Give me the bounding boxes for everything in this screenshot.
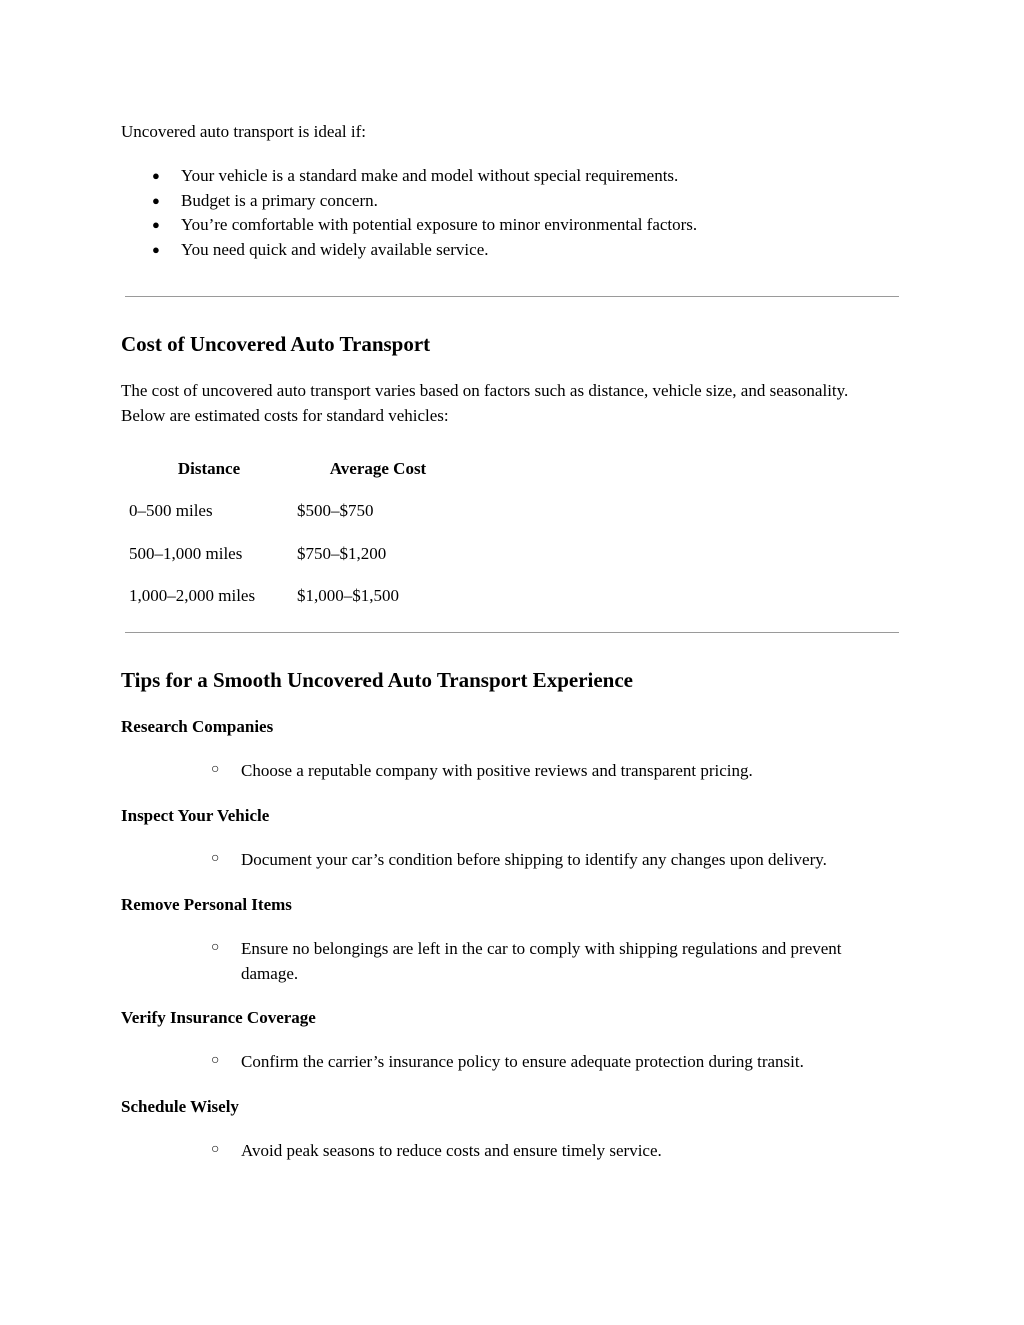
distance-cell: 500–1,000 miles <box>129 543 243 563</box>
list-item-text: Your vehicle is a standard make and model without special requirements. <box>181 166 679 185</box>
list-item <box>121 1050 901 1075</box>
tip-title-research-companies: Research Companies <box>121 717 274 736</box>
horizontal-divider <box>125 296 899 297</box>
list-item <box>121 239 697 264</box>
table-row <box>121 575 443 618</box>
circle-bullet-icon: ○ <box>211 1142 220 1157</box>
tip-title-verify-insurance: Verify Insurance Coverage <box>121 1008 316 1027</box>
cost-section-paragraph: The cost of uncovered auto transport varies based on factors such as distance, vehicle size, and seasonality. Below are estimated costs for standard vehicles: <box>121 381 849 425</box>
bullet-icon: ● <box>152 168 160 183</box>
tip-text: Ensure no belongings are left in the car to comply with shipping regulations and prevent damage. <box>241 939 842 983</box>
table-header-row <box>121 448 443 490</box>
tip-title-remove-personal-items: Remove Personal Items <box>121 895 292 914</box>
column-header-average-cost: Average Cost <box>329 459 427 478</box>
circle-bullet-icon: ○ <box>211 762 220 777</box>
ideal-conditions-list <box>121 165 697 263</box>
tip-text: Avoid peak seasons to reduce costs and ensure timely service. <box>241 1141 662 1160</box>
list-item-text: You’re comfortable with potential exposure to minor environmental factors. <box>181 215 698 234</box>
bullet-icon: ● <box>152 192 160 208</box>
distance-cell: 0–500 miles <box>129 501 213 521</box>
intro-paragraph: Uncovered auto transport is ideal if: <box>121 122 367 141</box>
cost-cell: $750–$1,200 <box>297 543 387 563</box>
list-item <box>121 937 901 986</box>
horizontal-divider <box>125 632 899 633</box>
tips-section-heading: Tips for a Smooth Uncovered Auto Transport Experience <box>121 668 633 692</box>
table-row <box>121 533 443 576</box>
tip-list <box>121 1139 901 1164</box>
tip-list <box>121 759 901 784</box>
circle-bullet-icon: ○ <box>211 851 220 866</box>
cost-cell: $500–$750 <box>297 501 374 521</box>
bullet-icon: ● <box>152 241 160 257</box>
table-row <box>121 490 443 533</box>
list-item <box>121 1139 901 1164</box>
tip-text: Choose a reputable company with positive reviews and transparent pricing. <box>241 761 753 780</box>
list-item <box>121 848 901 873</box>
distance-cell: 1,000–2,000 miles <box>129 586 256 606</box>
list-item <box>121 759 901 784</box>
list-item-text: Budget is a primary concern. <box>181 190 378 210</box>
cost-section-heading: Cost of Uncovered Auto Transport <box>121 332 431 356</box>
tip-text: Confirm the carrier’s insurance policy to ensure adequate protection during transit. <box>241 1052 804 1071</box>
circle-bullet-icon: ○ <box>211 1053 220 1068</box>
bullet-icon: ● <box>152 217 160 232</box>
list-item <box>121 165 697 190</box>
tip-text: Document your car’s condition before shipping to identify any changes upon delivery. <box>241 850 827 869</box>
list-item-text: You need quick and widely available service. <box>181 239 489 259</box>
tip-list <box>121 1050 901 1075</box>
circle-bullet-icon: ○ <box>211 940 220 955</box>
tip-title-schedule-wisely: Schedule Wisely <box>121 1097 239 1116</box>
tip-list <box>121 848 901 873</box>
column-header-distance: Distance <box>177 459 241 478</box>
cost-table <box>121 448 443 618</box>
list-item <box>121 214 697 239</box>
list-item <box>121 190 697 215</box>
tip-title-inspect-vehicle: Inspect Your Vehicle <box>121 806 270 825</box>
tip-list <box>121 937 901 986</box>
cost-cell: $1,000–$1,500 <box>297 586 399 606</box>
